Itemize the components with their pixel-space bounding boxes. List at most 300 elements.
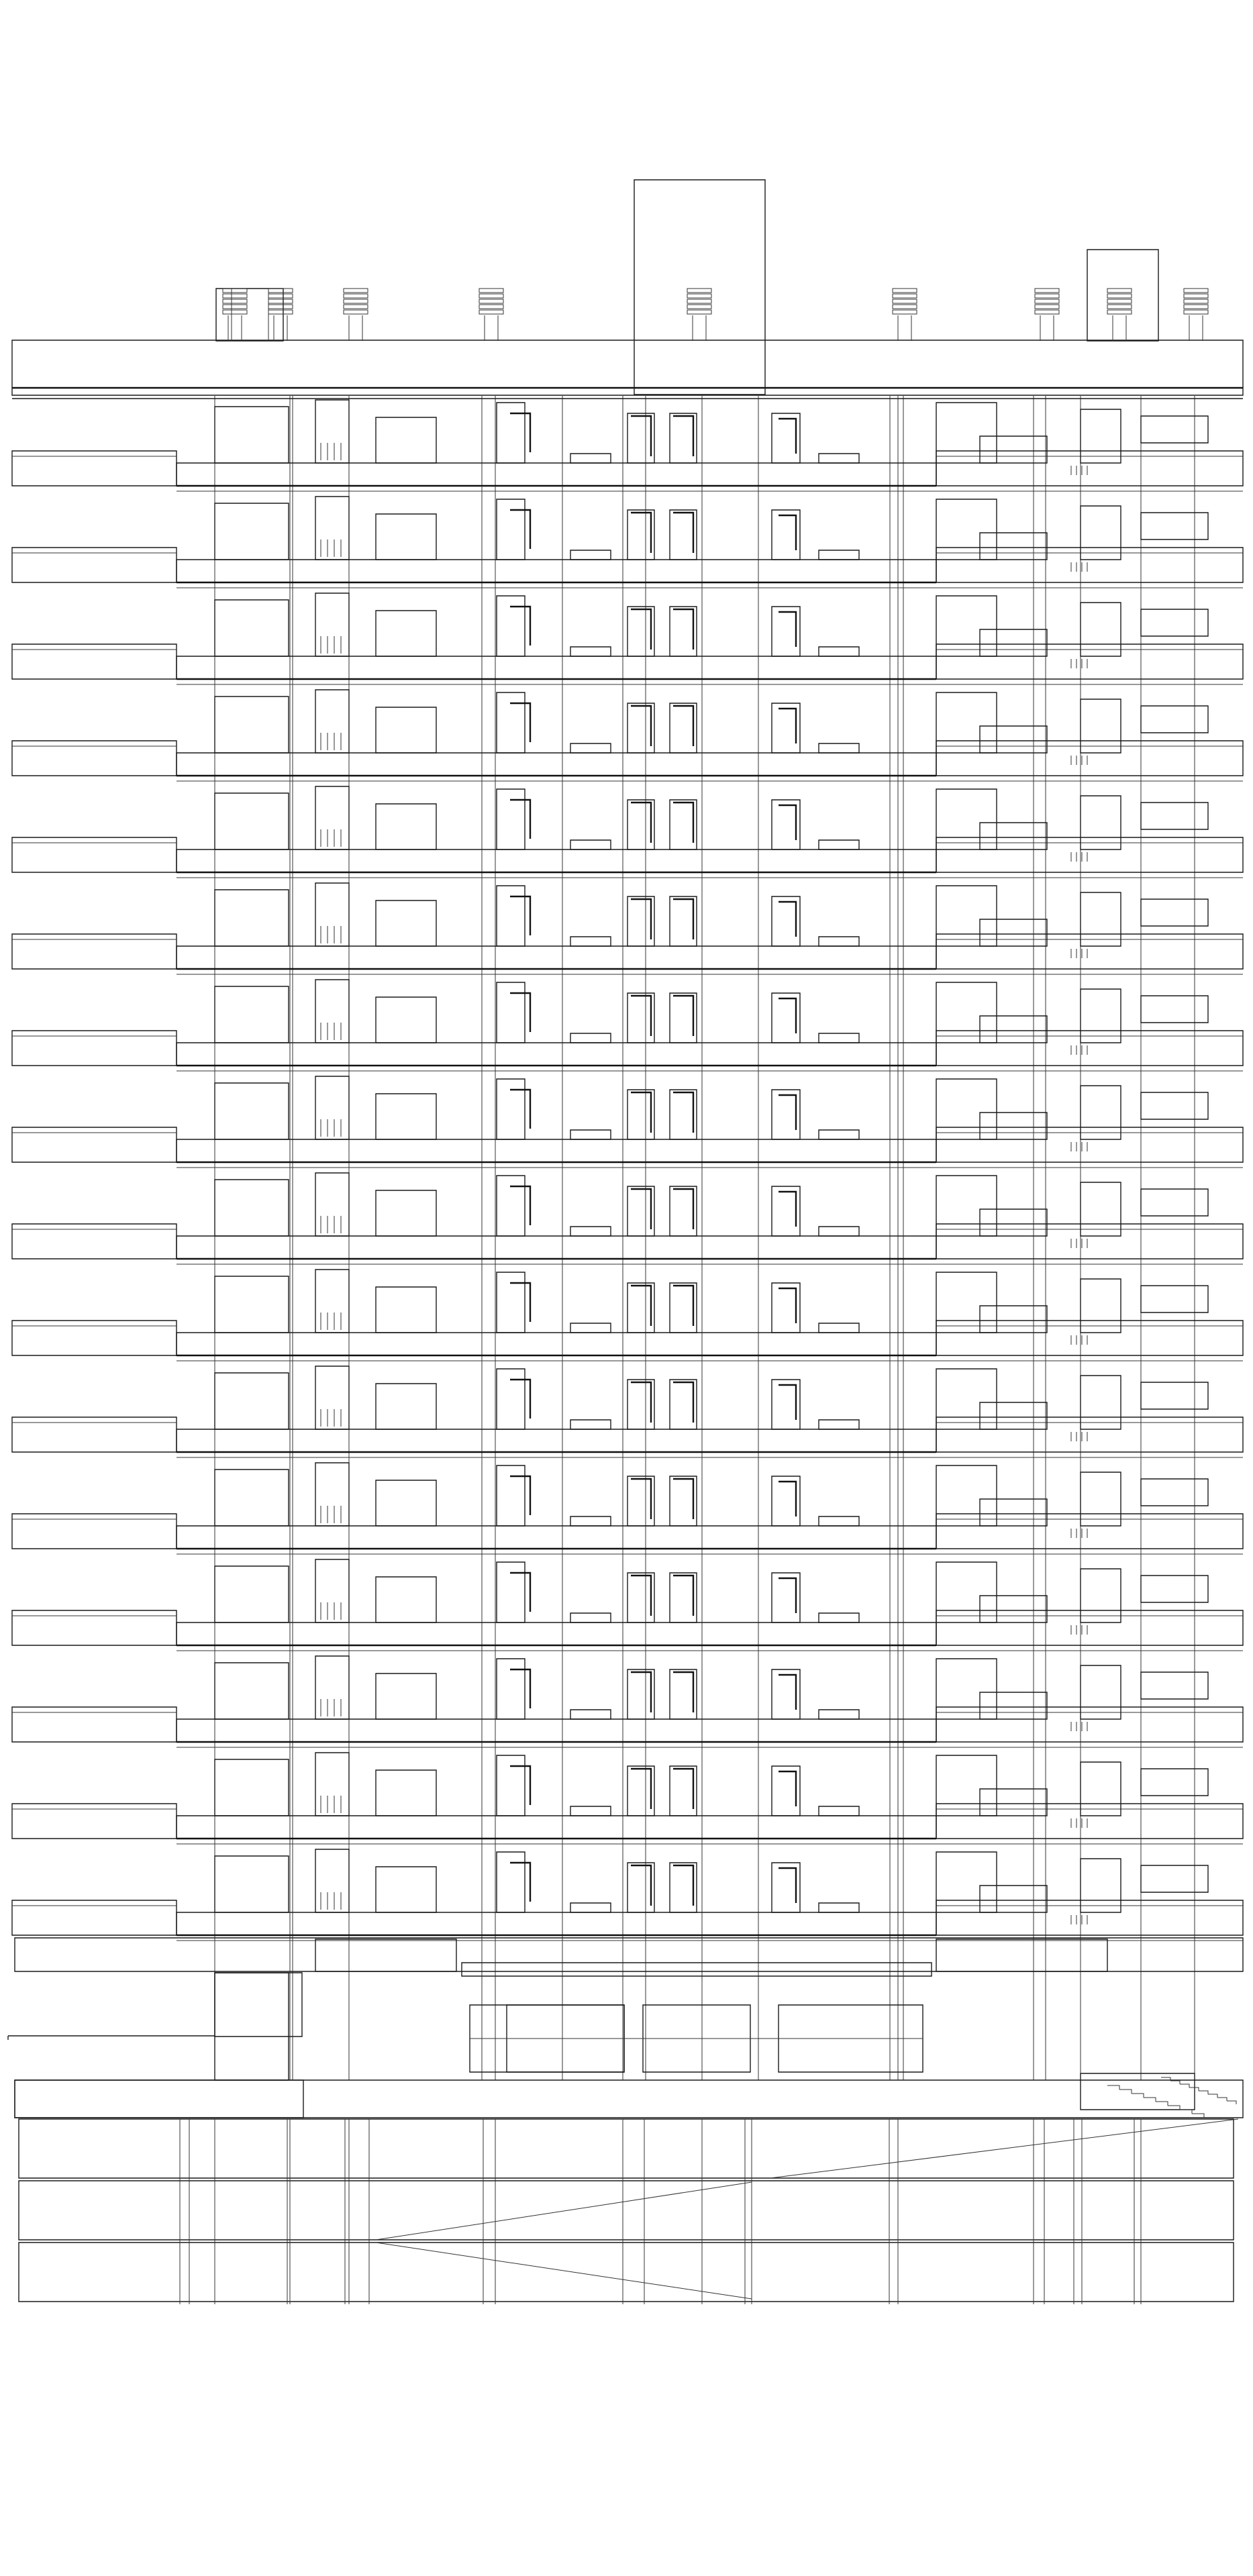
bath-right <box>1081 1472 1121 1526</box>
elevator-door-frame <box>631 416 651 456</box>
elevator-door-frame <box>673 706 693 746</box>
elevator-door-frame <box>631 706 651 746</box>
stair-door <box>779 1578 796 1613</box>
stair-step <box>1199 2091 1208 2094</box>
vent-fin <box>1035 299 1059 303</box>
unit-wall-right <box>936 982 997 1043</box>
unit-wall-left <box>215 1083 289 1139</box>
unit-wall-right <box>936 1176 997 1236</box>
bath-right <box>1081 506 1121 560</box>
floor-level <box>12 690 1243 781</box>
unit-wall-right <box>936 1272 997 1333</box>
wardrobe-block <box>980 533 1047 560</box>
counter-block <box>570 454 611 463</box>
bath-right <box>1081 892 1121 946</box>
vent-fin <box>268 305 293 309</box>
floor-level <box>12 1173 1243 1264</box>
ac-unit <box>1141 1382 1208 1409</box>
ac-unit <box>1141 996 1208 1023</box>
wardrobe-block <box>980 1209 1047 1236</box>
roof-parapet <box>12 340 1243 395</box>
floor-level <box>12 1753 1243 1844</box>
elevator-door-frame <box>631 996 651 1036</box>
cabinet-block <box>376 1577 436 1622</box>
wardrobe-block <box>980 436 1047 463</box>
wardrobe-block <box>980 1596 1047 1622</box>
counter-block <box>819 937 859 946</box>
door-swing <box>510 1669 530 1708</box>
roof-vent <box>1184 289 1208 341</box>
bath-core <box>497 1562 525 1622</box>
elevator-door-frame <box>673 996 693 1036</box>
vent-fin <box>223 299 247 303</box>
bath-core <box>497 596 525 656</box>
vent-fin <box>479 310 503 314</box>
basement-level <box>19 2119 1234 2178</box>
vent-fin <box>1035 310 1059 314</box>
cabinet-block <box>376 417 436 463</box>
door-swing <box>510 1476 530 1515</box>
floor-level <box>12 593 1243 684</box>
ac-unit <box>1141 899 1208 926</box>
door-swing <box>510 1863 530 1902</box>
floor-slab <box>177 1622 936 1645</box>
elevator-door-frame <box>631 1382 651 1423</box>
elevator-door-frame <box>673 609 693 650</box>
site-ground-and-basement <box>19 2119 1238 2304</box>
elevator-door-frame <box>631 1286 651 1326</box>
parking-ramp-line <box>376 2243 752 2299</box>
door-swing <box>510 1573 530 1612</box>
elevator-door-frame <box>631 1092 651 1133</box>
elevator-door-frame <box>673 899 693 939</box>
unit-wall-left <box>215 793 289 849</box>
cabinet-block <box>376 997 436 1043</box>
ac-unit <box>1141 1189 1208 1216</box>
counter-block <box>819 743 859 753</box>
wardrobe-block <box>980 823 1047 849</box>
unit-wall-left <box>215 986 289 1043</box>
vent-fin <box>479 294 503 298</box>
ac-unit <box>1141 513 1208 539</box>
vent-fin <box>268 299 293 303</box>
unit-wall-left <box>215 890 289 946</box>
door-swing <box>510 1380 530 1419</box>
cabinet-block <box>376 707 436 753</box>
ac-unit <box>1141 1865 1208 1892</box>
vent-fin <box>344 305 368 309</box>
unit-wall-left <box>215 1663 289 1719</box>
door-swing <box>510 1186 530 1225</box>
floor-slab <box>177 1912 936 1935</box>
elevator-door-frame <box>673 416 693 456</box>
floor-level <box>12 1463 1243 1554</box>
vent-fin <box>344 310 368 314</box>
elevator-door-frame <box>631 1672 651 1712</box>
vent-fin <box>344 289 368 293</box>
stair-door <box>779 805 796 840</box>
wardrobe-block <box>980 726 1047 753</box>
stair-step <box>1227 2101 1236 2104</box>
floor-slab <box>177 1139 936 1162</box>
stair-door <box>779 1385 796 1420</box>
wardrobe-block <box>980 1113 1047 1139</box>
wardrobe-block <box>980 1402 1047 1429</box>
wardrobe-block <box>980 1789 1047 1816</box>
counter-block <box>570 937 611 946</box>
stair-door <box>779 1095 796 1130</box>
transfer-beam-block <box>936 1939 1107 1971</box>
floor-slab <box>177 463 936 486</box>
floor-level <box>12 1656 1243 1747</box>
ac-unit <box>1141 609 1208 636</box>
elevator-door-frame <box>673 1189 693 1229</box>
vent-fin <box>479 305 503 309</box>
bath-right <box>1081 1665 1121 1719</box>
counter-block <box>819 550 859 560</box>
roof-vent <box>1107 289 1132 341</box>
vent-fin <box>1107 310 1132 314</box>
stair-door <box>779 709 796 743</box>
counter-block <box>570 1806 611 1816</box>
unit-wall-right <box>936 886 997 946</box>
counter-block <box>819 454 859 463</box>
vent-fin <box>223 289 247 293</box>
vent-fin <box>893 305 917 309</box>
counter-block <box>819 647 859 656</box>
stair-door <box>779 902 796 937</box>
basement-level <box>19 2243 1234 2302</box>
bath-right <box>1081 1569 1121 1622</box>
elevator-door-frame <box>673 513 693 553</box>
elevator-door-frame <box>673 1865 693 1906</box>
stair-step <box>1180 2084 1189 2088</box>
counter-block <box>819 1420 859 1429</box>
bath-core <box>497 1176 525 1236</box>
bath-core <box>497 1369 525 1429</box>
elevator-door-frame <box>631 803 651 843</box>
roof-level <box>12 180 1243 399</box>
vent-fin <box>1035 289 1059 293</box>
vent-fin <box>1107 294 1132 298</box>
stair-step <box>1170 2081 1180 2084</box>
floor-level <box>12 497 1243 588</box>
counter-block <box>570 1227 611 1236</box>
ac-unit <box>1141 1479 1208 1506</box>
floor-level <box>12 1270 1243 1361</box>
floor-level <box>12 980 1243 1071</box>
bath-right <box>1081 409 1121 463</box>
unit-wall-left <box>215 1276 289 1333</box>
unit-wall-right <box>936 1465 997 1526</box>
unit-wall-right <box>936 1755 997 1816</box>
stair-step <box>1107 2085 1119 2090</box>
vent-fin <box>223 305 247 309</box>
bath-core <box>497 1852 525 1912</box>
unit-wall-left <box>215 600 289 656</box>
bath-core <box>497 789 525 849</box>
counter-block <box>819 1613 859 1622</box>
door-swing <box>510 896 530 935</box>
ac-unit <box>1141 1672 1208 1699</box>
floor-slab <box>177 1333 936 1355</box>
stair-step <box>1217 2098 1227 2101</box>
bath-right <box>1081 1086 1121 1139</box>
cabinet-block <box>376 1287 436 1333</box>
vent-fin <box>1035 305 1059 309</box>
transfer-beam-level <box>15 1938 1243 1971</box>
stair-door <box>779 1771 796 1806</box>
vent-fin <box>687 289 711 293</box>
counter-block <box>819 1033 859 1043</box>
vent-fin <box>1184 310 1208 314</box>
bath-core <box>497 1755 525 1816</box>
ac-unit <box>1141 1092 1208 1119</box>
structural-columns <box>215 396 1195 2080</box>
floor-slab <box>177 1429 936 1452</box>
cabinet-block <box>376 1094 436 1139</box>
unit-wall-right <box>936 1369 997 1429</box>
roof-vent <box>1035 289 1059 341</box>
unit-wall-left <box>215 1856 289 1912</box>
counter-block <box>570 1516 611 1526</box>
counter-block <box>819 1323 859 1333</box>
vent-fin <box>1184 289 1208 293</box>
stair-step <box>1156 2102 1168 2106</box>
vent-fin <box>687 299 711 303</box>
unit-wall-right <box>936 499 997 560</box>
cabinet-block <box>376 1190 436 1236</box>
bath-right <box>1081 699 1121 753</box>
door-swing <box>510 800 530 839</box>
floor-slab <box>177 1043 936 1066</box>
door-swing <box>510 510 530 549</box>
floor-level <box>12 1076 1243 1168</box>
counter-block <box>570 1613 611 1622</box>
unit-wall-left <box>215 407 289 463</box>
vent-fin <box>1035 294 1059 298</box>
floor-level <box>12 1849 1243 1941</box>
wardrobe-block <box>980 1499 1047 1526</box>
unit-wall-right <box>936 596 997 656</box>
unit-wall-right <box>936 1659 997 1719</box>
roof-stair-enclosure <box>1087 250 1158 341</box>
roof-vent <box>268 289 293 341</box>
counter-block <box>570 550 611 560</box>
counter-block <box>570 1130 611 1139</box>
cabinet-block <box>376 1770 436 1816</box>
vent-fin <box>893 289 917 293</box>
wardrobe-block <box>980 1016 1047 1043</box>
unit-wall-left <box>215 1180 289 1236</box>
unit-wall-left <box>215 1566 289 1622</box>
wardrobe-block <box>980 1692 1047 1719</box>
ac-unit <box>1141 803 1208 829</box>
stair-door <box>779 1482 796 1516</box>
vent-fin <box>687 294 711 298</box>
elevator-door-frame <box>673 1576 693 1616</box>
ground-slab <box>15 2080 1243 2118</box>
entry-podium <box>15 2080 303 2118</box>
stair-step <box>1192 2114 1204 2118</box>
vent-fin <box>268 294 293 298</box>
bath-right <box>1081 603 1121 656</box>
cabinet-block <box>376 900 436 946</box>
floor-level <box>12 1366 1243 1457</box>
bath-core <box>497 982 525 1043</box>
counter-block <box>570 1420 611 1429</box>
stair-door <box>779 1675 796 1710</box>
stair-door <box>779 419 796 454</box>
vent-fin <box>344 299 368 303</box>
unit-wall-right <box>936 1079 997 1139</box>
door-swing <box>510 993 530 1032</box>
vent-fin <box>1107 305 1132 309</box>
lobby-left-wall <box>215 1973 289 2080</box>
unit-wall-right <box>936 789 997 849</box>
floor-slab <box>177 656 936 679</box>
parking-ramp-line <box>376 2182 752 2240</box>
elevator-door-frame <box>631 1479 651 1519</box>
door-swing <box>510 1090 530 1129</box>
floor-slab <box>177 946 936 969</box>
stair-step <box>1119 2090 1132 2094</box>
vent-fin <box>893 299 917 303</box>
unit-wall-right <box>936 692 997 753</box>
bath-right <box>1081 1859 1121 1912</box>
counter-block <box>819 1227 859 1236</box>
bath-right <box>1081 989 1121 1043</box>
roof-vent <box>687 289 711 341</box>
vent-fin <box>223 310 247 314</box>
elevator-door-frame <box>631 1769 651 1809</box>
cabinet-block <box>376 1480 436 1526</box>
stair-step <box>1180 2110 1192 2114</box>
ac-unit <box>1141 1286 1208 1312</box>
basement-level <box>19 2181 1234 2240</box>
elevator-door-frame <box>673 803 693 843</box>
typical-floors <box>12 400 1243 1941</box>
counter-block <box>819 1130 859 1139</box>
door-swing <box>510 1283 530 1322</box>
roof-vent <box>223 289 247 341</box>
stair-step <box>1189 2088 1199 2091</box>
unit-wall-right <box>936 1562 997 1622</box>
ac-unit <box>1141 706 1208 733</box>
transfer-beam-block <box>315 1939 456 1971</box>
cabinet-block <box>376 1867 436 1912</box>
floor-level <box>12 786 1243 878</box>
cabinet-block <box>376 804 436 849</box>
vent-fin <box>268 289 293 293</box>
unit-wall-right <box>936 1852 997 1912</box>
parking-ramp-line <box>770 2119 1238 2178</box>
elevator-door-frame <box>673 1479 693 1519</box>
counter-block <box>570 1710 611 1719</box>
stair-landing <box>1081 2073 1195 2110</box>
stair-door <box>779 1868 796 1903</box>
roof-vent <box>344 289 368 341</box>
counter-block <box>819 1806 859 1816</box>
vent-fin <box>893 310 917 314</box>
floor-slab <box>177 1719 936 1742</box>
unit-wall-left <box>215 503 289 560</box>
lobby-canopy <box>462 1963 932 1976</box>
cabinet-block <box>376 1384 436 1429</box>
elevator-door-frame <box>631 899 651 939</box>
counter-block <box>819 1516 859 1526</box>
elevator-door-frame <box>631 513 651 553</box>
counter-block <box>570 743 611 753</box>
bath-right <box>1081 1182 1121 1236</box>
stair-step <box>1144 2098 1156 2102</box>
vent-fin <box>268 310 293 314</box>
bath-core <box>497 1272 525 1333</box>
vent-fin <box>687 310 711 314</box>
counter-block <box>819 1903 859 1912</box>
floor-level <box>12 1559 1243 1651</box>
elevator-door-frame <box>673 1769 693 1809</box>
counter-block <box>819 840 859 849</box>
floor-slab <box>177 849 936 872</box>
cabinet-block <box>376 514 436 560</box>
counter-block <box>570 647 611 656</box>
elevator-door-frame <box>631 1865 651 1906</box>
bath-core <box>497 692 525 753</box>
elevator-overrun <box>634 180 765 395</box>
floor-level <box>12 400 1243 491</box>
stair-door <box>779 998 796 1033</box>
bath-core <box>497 403 525 463</box>
vent-fin <box>223 294 247 298</box>
vent-fin <box>1184 299 1208 303</box>
cabinet-block <box>376 611 436 656</box>
vent-fin <box>344 294 368 298</box>
vent-fin <box>1107 299 1132 303</box>
vent-fin <box>893 294 917 298</box>
wardrobe-block <box>980 1306 1047 1333</box>
wardrobe-block <box>980 919 1047 946</box>
floor-slab <box>177 753 936 776</box>
elevator-door-frame <box>673 1672 693 1712</box>
stair-door <box>779 515 796 550</box>
door-swing <box>510 607 530 646</box>
bath-right <box>1081 1279 1121 1333</box>
counter-block <box>570 1323 611 1333</box>
ac-unit <box>1141 1769 1208 1796</box>
vent-fin <box>479 299 503 303</box>
stair-door <box>779 1288 796 1323</box>
vent-fin <box>1184 294 1208 298</box>
bath-right <box>1081 1376 1121 1429</box>
unit-wall-right <box>936 403 997 463</box>
unit-wall-left <box>215 1759 289 1816</box>
elevator-door-frame <box>673 1092 693 1133</box>
counter-block <box>570 1903 611 1912</box>
stair-step <box>1208 2094 1217 2098</box>
bath-core <box>497 1659 525 1719</box>
door-swing <box>510 413 530 452</box>
roof-vent <box>893 289 917 341</box>
ground-floor-lobby <box>8 1938 1243 2118</box>
elevator-door-frame <box>673 1286 693 1326</box>
floor-slab <box>177 1236 936 1259</box>
unit-wall-left <box>215 1373 289 1429</box>
water-tank-enclosure <box>216 289 283 341</box>
bath-core <box>497 499 525 560</box>
counter-block <box>570 840 611 849</box>
floor-level <box>12 883 1243 974</box>
